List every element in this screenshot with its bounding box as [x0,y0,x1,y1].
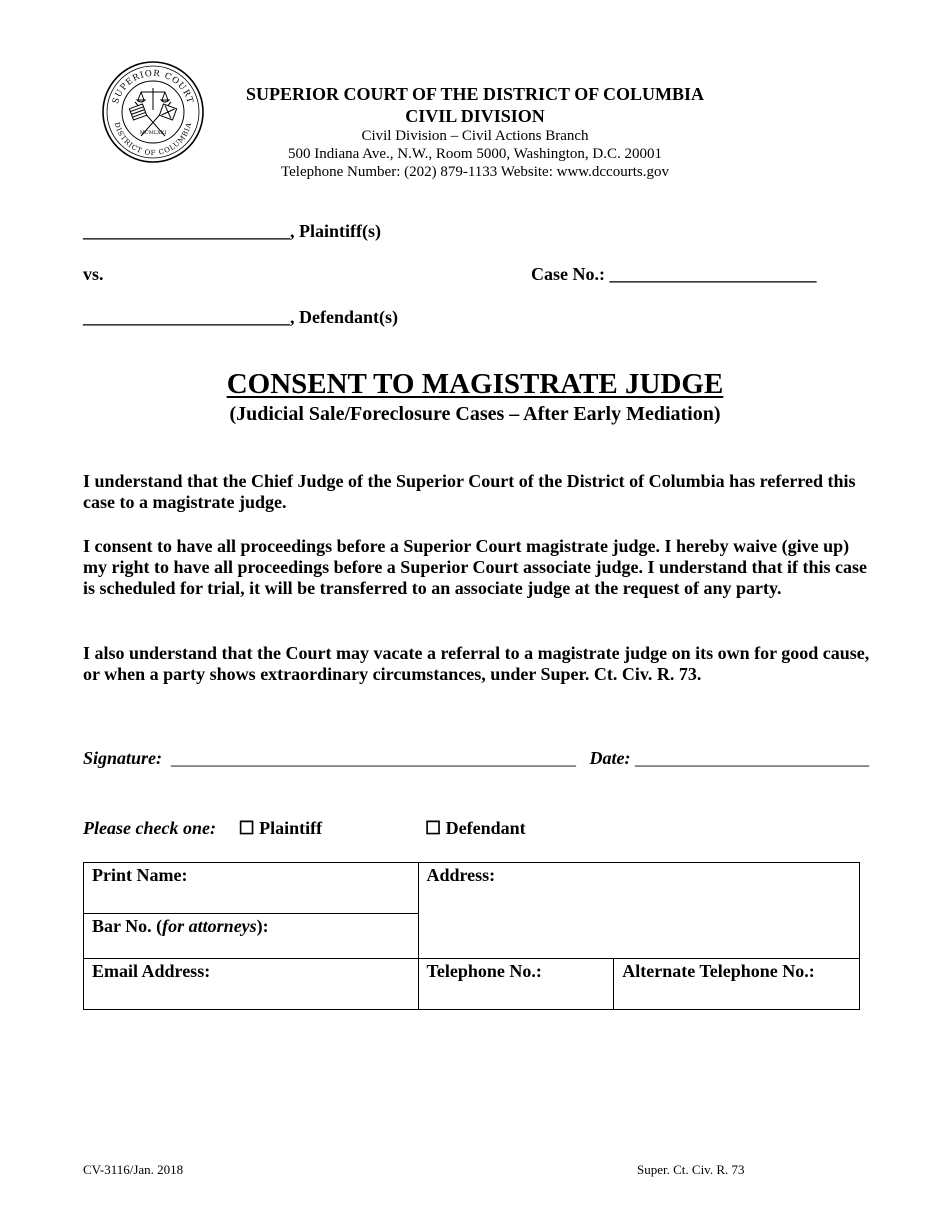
date-label: Date: [589,748,631,768]
court-name: SUPERIOR COURT OF THE DISTRICT OF COLUMBIA [245,84,705,104]
telephone-cell[interactable] [418,959,614,1010]
seal-top-text: SUPERIOR COURT [111,68,195,106]
party-check-row [83,818,322,839]
vs-label: vs. [83,264,104,284]
print-name-label: Print Name: [92,865,188,885]
print-name-cell[interactable] [84,863,419,914]
division-name: CIVIL DIVISION [405,105,545,126]
address-cell[interactable] [418,863,860,959]
date-field[interactable]: __________________________ [630,748,870,768]
svg-text:DISTRICT OF COLUMBIA [113,121,194,157]
defendant-checkbox[interactable]: ☐ Defendant [425,818,526,838]
paragraph-vacate: I also understand that the Court may vacate a referral to a magistrate judge on its own for good cause, or when a party shows extraordinary circumstances, under Super. Ct. Civ. R. 73. [83,643,870,684]
address-label: Address: [426,865,496,885]
form-title: CONSENT TO MAGISTRATE JUDGE [226,368,724,400]
telephone-label: Telephone No.: [426,961,542,981]
form-id: CV-3116/Jan. 2018 [83,1162,184,1177]
alt-telephone-cell[interactable] [614,959,860,1010]
seal-year: MCMLXXI [139,130,167,136]
plaintiff-field[interactable]: _______________________, Plaintiff(s) [83,221,381,241]
signature-row [83,748,873,769]
rule-reference: Super. Ct. Civ. R. 73 [637,1162,745,1177]
signature-label: Signature: [83,748,163,768]
court-header [215,84,735,181]
check-one-label: Please check one: [83,818,216,838]
court-contact: Telephone Number: (202) 879-1133 Website: www.dccourts.gov [281,164,669,181]
court-address: 500 Indiana Ave., N.W., Room 5000, Washington, D.C. 20001 [288,146,662,163]
email-cell[interactable] [84,959,419,1010]
branch-name: Civil Division – Civil Actions Branch [361,128,589,145]
signature-field[interactable]: _____________________________________________ [162,748,577,768]
court-seal [101,60,205,164]
email-label: Email Address: [92,961,211,981]
party-info-table [83,862,860,1010]
defendant-check-wrap [425,818,526,839]
defendant-field[interactable]: _______________________, Defendant(s) [83,307,398,327]
alt-telephone-label: Alternate Telephone No.: [622,961,815,981]
form-title-block [0,368,950,426]
bar-number-cell[interactable] [84,914,419,959]
case-number-field[interactable]: Case No.: _______________________ [531,264,817,284]
paragraph-referral: I understand that the Chief Judge of the Superior Court of the District of Columbia has referred this case to a magistrate judge. [83,471,856,512]
seal-bottom-text: DISTRICT OF COLUMBIA [112,121,194,158]
paragraph-consent: I consent to have all proceedings before a Superior Court magistrate judge. I hereby waive (give up) my right to have all proceedings before a Superior Court associate judge. I understand that if this case is scheduled for trial, it will be transferred to an associate judge at the request of any party. [83,536,867,598]
bar-number-label: Bar No. (for attorneys): [92,916,269,936]
plaintiff-checkbox[interactable]: ☐ Plaintiff [238,818,323,838]
form-subtitle: (Judicial Sale/Foreclosure Cases – After Early Mediation) [229,403,721,425]
